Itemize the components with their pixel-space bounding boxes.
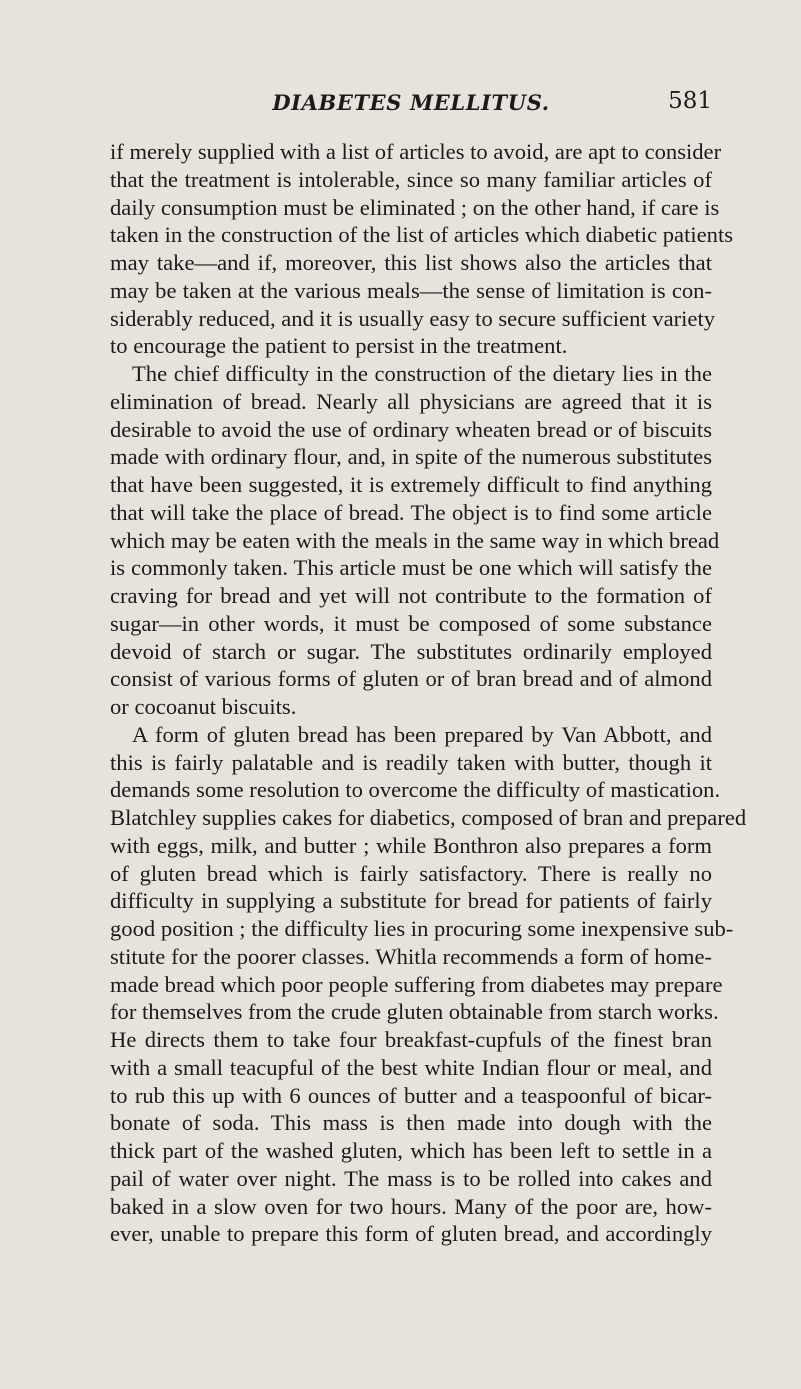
text-line: elimination of bread. Nearly all physicians are agreed that it is bbox=[110, 388, 712, 414]
text-line: daily consumption must be eliminated ; on the other hand, if care is bbox=[110, 194, 720, 220]
text-line: craving for bread and yet will not contribute to the formation of bbox=[110, 583, 712, 608]
text-line: that the treatment is intolerable, since so many familiar articles of bbox=[110, 166, 712, 192]
text-line: with eggs, milk, and butter ; while Bonthron also prepares a form bbox=[110, 832, 712, 858]
running-title: DIABETES MELLITUS. bbox=[272, 90, 550, 115]
running-head bbox=[110, 90, 712, 122]
text-line: sugar—in other words, it must be composed of some substance bbox=[110, 610, 712, 636]
text-line: taken in the construction of the list of articles which diabetic patients bbox=[110, 222, 734, 248]
text-line: siderably reduced, and it is usually easy to secure sufficient variety bbox=[110, 305, 716, 331]
text-line: demands some resolution to overcome the difficulty of mastication. bbox=[110, 777, 721, 803]
text-line: with a small teacupful of the best white Indian flour or meal, and bbox=[110, 1054, 712, 1080]
text-line: if merely supplied with a list of articles to avoid, are apt to consider bbox=[110, 139, 722, 164]
text-line: may be taken at the various meals—the sense of limitation is con- bbox=[110, 277, 712, 303]
text-line: this is fairly palatable and is readily taken with butter, though it bbox=[110, 749, 712, 775]
text-line: that will take the place of bread. The object is to find some article bbox=[110, 499, 712, 525]
text-line: that have been suggested, it is extremely difficult to find anything bbox=[110, 472, 712, 497]
text-line: made bread which poor people suffering from diabetes may prepare bbox=[110, 971, 723, 997]
text-line: baked in a slow oven for two hours. Many of the poor are, how- bbox=[110, 1193, 712, 1219]
text-line: ever, unable to prepare this form of gluten bread, and accordingly bbox=[110, 1221, 712, 1247]
text-line: devoid of starch or sugar. The substitutes ordinarily employed bbox=[110, 638, 712, 664]
text-line: made with ordinary flour, and, in spite of the numerous substitutes bbox=[110, 444, 712, 470]
text-line: for themselves from the crude gluten obtainable from starch works. bbox=[110, 999, 719, 1025]
text-line: stitute for the poorer classes. Whitla recommends a form of home- bbox=[110, 943, 712, 969]
text-line: consist of various forms of gluten or of bran bread and of almond bbox=[110, 666, 712, 692]
body-text bbox=[110, 138, 747, 1248]
text-line: which may be eaten with the meals in the same way in which bread bbox=[110, 527, 720, 553]
text-line: difficulty in supplying a substitute for bread for patients of fairly bbox=[110, 888, 712, 914]
text-line: is commonly taken. This article must be one which will satisfy the bbox=[110, 555, 712, 581]
text-line: pail of water over night. The mass is to be rolled into cakes and bbox=[110, 1165, 712, 1191]
text-line: The chief difficulty in the construction of the dietary lies in the bbox=[132, 361, 712, 386]
text-line: thick part of the washed gluten, which has been left to settle in a bbox=[110, 1138, 712, 1163]
text-line: or cocoanut biscuits. bbox=[110, 694, 297, 719]
text-line: Blatchley supplies cakes for diabetics, composed of bran and prepared bbox=[110, 805, 747, 830]
text-line: He directs them to take four breakfast-cupfuls of the finest bran bbox=[110, 1027, 712, 1052]
text-line: A form of gluten bread has been prepared by Van Abbott, and bbox=[132, 721, 712, 747]
text-line: to rub this up with 6 ounces of butter and a teaspoonful of bicar- bbox=[110, 1082, 712, 1108]
text-line: may take—and if, moreover, this list shows also the articles that bbox=[110, 250, 712, 275]
text-line: to encourage the patient to persist in the treatment. bbox=[110, 333, 568, 359]
text-line: of gluten bread which is fairly satisfactory. There is really no bbox=[110, 860, 712, 886]
text-line: bonate of soda. This mass is then made into dough with the bbox=[110, 1110, 712, 1136]
text-line: good position ; the difficulty lies in procuring some inexpensive sub- bbox=[110, 916, 734, 941]
page-number: 581 bbox=[668, 88, 712, 114]
text-line: desirable to avoid the use of ordinary wheaten bread or of biscuits bbox=[110, 416, 712, 442]
